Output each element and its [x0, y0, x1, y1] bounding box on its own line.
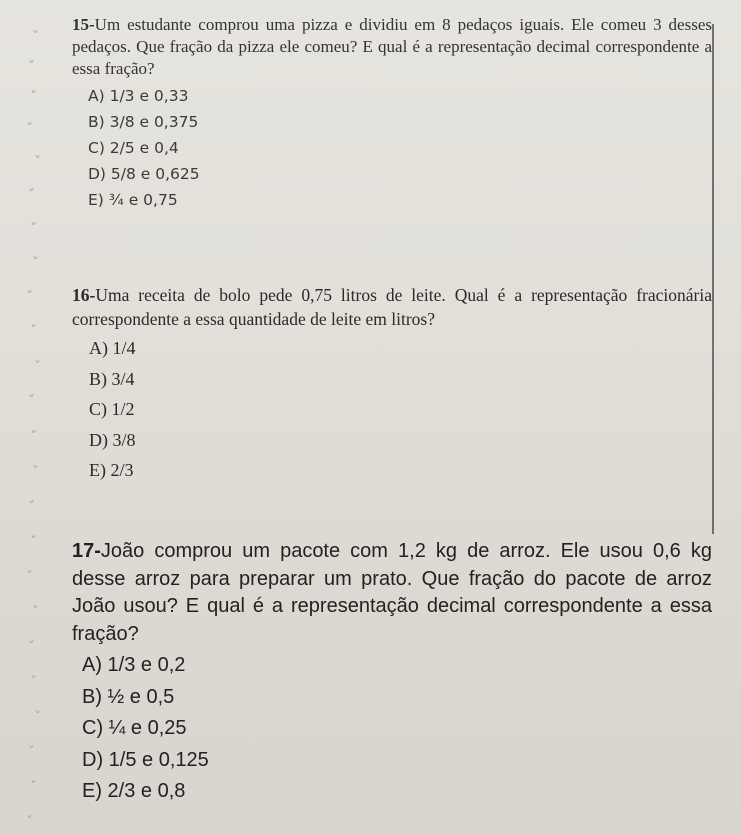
question-16-number: 16-	[72, 285, 96, 305]
question-15-options	[88, 83, 712, 213]
option-e: E) ¾ e 0,75	[88, 190, 178, 209]
question-16-text: Uma receita de bolo pede 0,75 litros de leite. Qual é a representação fracionária correspondente a essa quantidade de leite em litros?	[72, 285, 712, 329]
question-16	[72, 284, 712, 486]
option-d: D) 3/8	[89, 429, 136, 450]
option-b: B) 3/4	[89, 368, 135, 389]
question-15	[72, 14, 712, 213]
question-17-statement	[72, 538, 712, 648]
option-e: E) 2/3 e 0,8	[82, 780, 186, 802]
question-17	[72, 538, 712, 808]
option-c: C) 1/2	[89, 399, 135, 419]
option-d: D) 5/8 e 0,625	[88, 164, 200, 183]
question-16-options	[89, 333, 712, 486]
option-a: A) 1/3 e 0,2	[82, 654, 186, 676]
option-c: C) 2/5 e 0,4	[88, 138, 179, 157]
question-15-statement	[72, 14, 712, 81]
question-15-text: Um estudante comprou uma pizza e dividiu em 8 pedaços iguais. Ele comeu 3 desses pedaços. Que fração da pizza ele comeu? E qual é a representação decimal correspondente a essa fração?	[72, 15, 712, 79]
option-e: E) 2/3	[89, 460, 134, 480]
question-15-number: 15-	[72, 15, 95, 34]
question-17-options	[82, 650, 712, 808]
question-17-number: 17-	[72, 540, 101, 562]
question-16-statement	[72, 284, 712, 331]
option-b: B) ½ e 0,5	[82, 685, 175, 708]
question-17-text: João comprou um pacote com 1,2 kg de arroz. Ele usou 0,6 kg desse arroz para preparar um prato. Que fração do pacote de arroz João usou? E qual é a representação decimal correspondente a essa fração?	[72, 540, 712, 645]
option-a: A) 1/4	[89, 338, 136, 358]
margin-bleed-marks: ˇ ˇ ˇ ˇ ˇ ˇ ˇ ˇ ˇ ˇ ˇ ˇ ˇ ˇ ˇ ˇ ˇ ˇ ˇ ˇ ˇ ˇ ˇ ˇ	[26, 30, 41, 831]
option-b: B) 3/8 e 0,375	[88, 112, 199, 131]
option-a: A) 1/3 e 0,33	[88, 86, 189, 105]
right-margin-line	[712, 24, 714, 534]
option-c: C) ¼ e 0,25	[82, 717, 187, 739]
option-d: D) 1/5 e 0,125	[82, 748, 209, 771]
